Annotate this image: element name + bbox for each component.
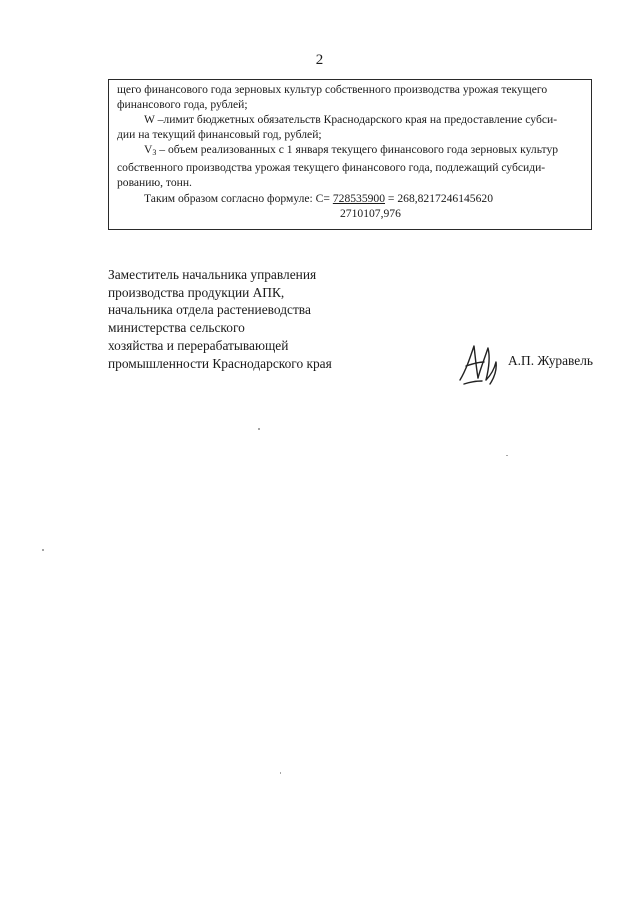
- v-symbol: V: [144, 143, 153, 156]
- formula-numerator: 728535900: [332, 192, 386, 205]
- v-definition-line: [117, 142, 585, 160]
- v-definition-line: рованию, тонн.: [117, 176, 192, 189]
- scan-speck: [280, 772, 281, 774]
- handwritten-signature: [456, 340, 504, 388]
- scan-speck: [42, 549, 44, 551]
- continuation-line: финансового года, рублей;: [117, 98, 248, 111]
- w-definition-line: W –лимит бюджетных обязательств Краснодарского края на предоставление субси-: [144, 113, 558, 126]
- position-line: министерства сельского: [108, 320, 245, 336]
- position-line: производства продукции АПК,: [108, 284, 285, 300]
- signer-name: А.П. Журавель: [508, 353, 594, 368]
- v-subscript: 3: [152, 148, 157, 157]
- formula-result: = 268,8217246145620: [385, 192, 493, 205]
- v-definition-line: собственного производства урожая текущего финансового года, подлежащий субсиди-: [117, 161, 546, 174]
- position-line: начальника отдела растениеводства: [108, 302, 311, 318]
- page-number: 2: [315, 52, 324, 68]
- position-line: хозяйства и перерабатывающей: [108, 337, 289, 353]
- formula-line: [117, 191, 585, 206]
- position-line: промышленности Краснодарского края: [108, 355, 332, 371]
- formula-prefix: Таким образом согласно формуле: С=: [144, 192, 333, 205]
- scan-speck: [506, 455, 508, 456]
- v-definition-text: – объем реализованных с 1 января текущего финансового года зерновых культур: [156, 143, 559, 156]
- signature-block: [108, 266, 332, 372]
- continuation-line: щего финансового года зерновых культур собственного производства урожая текущего: [117, 83, 548, 96]
- scan-speck: [258, 428, 260, 430]
- w-definition-line: дии на текущий финансовый год, рублей;: [117, 128, 322, 141]
- formula-denominator: 2710107,976: [340, 207, 401, 220]
- position-line: Заместитель начальника управления: [108, 267, 317, 282]
- formula-box: [108, 79, 592, 230]
